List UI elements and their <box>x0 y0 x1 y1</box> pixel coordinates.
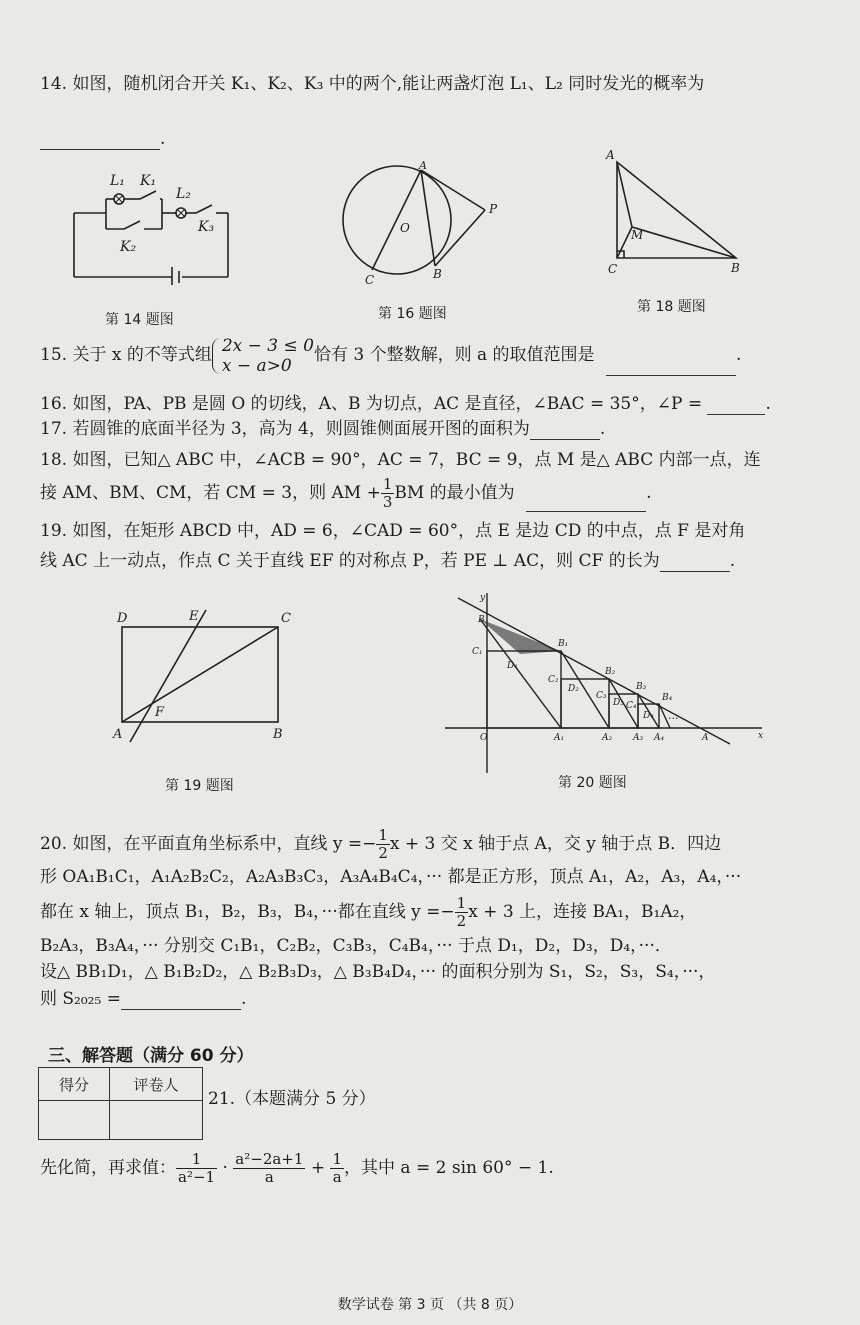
label-x: x <box>758 731 764 741</box>
label-B3: B₃ <box>636 682 647 692</box>
label-E: E <box>189 609 199 624</box>
label-K1: K₁ <box>140 173 157 189</box>
question-20-line1: 20. 如图，在平面直角坐标系中，直线 y =− $\frac{1}{2}$ x + 3 交 x 轴于点 A，交 y 轴于点 B．四边 <box>40 826 722 862</box>
question-14 <box>40 73 704 95</box>
label-K2: K₂ <box>120 239 137 255</box>
question-15-prefix: 15. 关于 x 的不等式组 <box>40 345 212 365</box>
label-B4: B₄ <box>662 693 673 703</box>
question-20-line2: 形 OA₁B₁C₁，A₁A₂B₂C₂，A₂A₃B₃C₃，A₃A₄B₄C₄，··· 都是正方形，顶点 A₁，A₂，A₃，A₄，··· <box>40 867 742 887</box>
fraction-one-half-2: $\frac{1}{2}$ <box>456 894 467 930</box>
score-table <box>38 1067 203 1140</box>
label-A1: A₁ <box>554 733 565 743</box>
label-O: O <box>400 221 410 235</box>
label-B: B <box>433 267 442 281</box>
label-B2: B₂ <box>605 667 616 677</box>
grader-header: 评卷人 <box>110 1068 203 1101</box>
fraction-3: $\frac{1}{a}$ <box>332 1150 343 1186</box>
inequality-system <box>212 336 314 376</box>
label-A3: A₃ <box>633 733 644 743</box>
figure-18-triangle <box>600 145 750 285</box>
section-3-title: 三、解答题（满分 60 分） <box>48 1046 254 1066</box>
label-M: M <box>631 228 644 242</box>
caption-fig18: 第 18 题图 <box>637 299 706 315</box>
fraction-one-half: $\frac{1}{2}$ <box>378 826 388 862</box>
question-17-text: 17. 若圆锥的底面半径为 3，高为 4，则圆锥侧面展开图的面积为 <box>40 419 530 439</box>
label-C1: C₁ <box>472 647 483 657</box>
question-19-line1: 19. 如图，在矩形 ABCD 中，AD = 6，∠CAD = 60°，点 E 是边 CD 的中点，点 F 是对角 <box>40 521 746 541</box>
question-21-expression: 先化简，再求值： $\frac{1}{\text{a²−1}}$ · $\frac{\text{a²−2a+1}}{a}$ + $\frac{1}{a}$ ，其中 a = 2 sin 60° − 1. <box>40 1150 554 1186</box>
figure-19-rectangle <box>105 600 305 750</box>
question-20-line6: 则 S₂₀₂₅ = . <box>40 989 247 1009</box>
question-19-line2: 线 AC 上一动点，作点 C 关于直线 EF 的对称点 P，若 PE ⊥ AC，则 CF 的长为 . <box>40 551 736 571</box>
label-P: P <box>489 202 498 216</box>
inequality-1: 2x − 3 ≤ 0 <box>221 335 314 356</box>
label-L2: L₂ <box>176 186 191 202</box>
answer-blank-14: . <box>40 128 165 150</box>
label-D4: D₄ <box>643 711 654 721</box>
page-footer: 数学试卷 第 3 页 （共 8 页） <box>337 1297 523 1313</box>
question-14-text: 14. 如图，随机闭合开关 K₁、K₂、K₃ 中的两个,能让两盏灯泡 L₁、L₂ 同时发光的概率为 <box>40 74 705 94</box>
question-16: 16. 如图，PA、PB 是圆 O 的切线，A、B 为切点，AC 是直径，∠BAC = 35°，∠P = . <box>40 394 771 414</box>
question-15-suffix: 恰有 3 个整数解，则 a 的取值范围是 <box>313 345 595 365</box>
label-y: y <box>480 593 486 603</box>
label-D1: D₁ <box>507 661 518 671</box>
label-B: B <box>273 727 283 742</box>
question-20-line4: B₂A₃，B₃A₄，··· 分别交 C₁B₁，C₂B₂，C₃B₃，C₄B₄，··· 于点 D₁，D₂，D₃，D₄，···． <box>40 936 672 956</box>
question-15: 15. 关于 x 的不等式组 2x − 3 ≤ 0 x − a>0 恰有 3 个整数解，则 a 的取值范围是 . <box>40 335 742 376</box>
label-A2: A₂ <box>602 733 613 743</box>
label-B: B <box>731 261 740 275</box>
label-F: F <box>155 705 165 720</box>
caption-fig19: 第 19 题图 <box>165 778 234 794</box>
question-17: 17. 若圆锥的底面半径为 3，高为 4，则圆锥侧面展开图的面积为 . <box>40 419 606 439</box>
grader-cell[interactable] <box>110 1101 203 1140</box>
inequality-2: x − a>0 <box>221 355 292 376</box>
label-A: A <box>606 148 615 162</box>
caption-fig20: 第 20 题图 <box>558 775 627 791</box>
label-D2: D₂ <box>568 684 579 694</box>
label-C2: C₂ <box>548 675 559 685</box>
score-cell[interactable] <box>39 1101 110 1140</box>
figure-16-circle <box>335 160 515 290</box>
figure-20-coordinate <box>440 588 770 778</box>
label-C3: C₃ <box>596 691 607 701</box>
label-A: A <box>419 160 427 172</box>
label-L1: L₁ <box>110 173 125 189</box>
label-B1: B₁ <box>558 639 569 649</box>
label-C: C <box>281 611 291 626</box>
label-ellipsis: ··· <box>668 712 679 725</box>
label-D3: D₃ <box>613 698 624 708</box>
score-header: 得分 <box>39 1068 110 1101</box>
question-21-title: 21.（本题满分 5 分） <box>208 1089 376 1109</box>
question-18-line2: 接 AM、BM、CM，若 CM = 3，则 AM + $\frac{1}{3}$ BM 的最小值为 . <box>40 475 652 511</box>
fraction-1: $\frac{1}{\text{a²−1}}$ <box>178 1150 216 1186</box>
label-C4: C₄ <box>626 701 637 711</box>
label-B: B <box>478 615 485 625</box>
question-18-line1: 18. 如图，已知△ ABC 中，∠ACB = 90°，AC = 7，BC = 9，点 M 是△ ABC 内部一点，连 <box>40 450 761 470</box>
label-A: A <box>113 727 123 742</box>
fraction-one-third: $\frac{1}{3}$ <box>382 475 393 511</box>
fraction-2: $\frac{\text{a²−2a+1}}{a}$ <box>235 1150 304 1186</box>
question-20-line5: 设△ BB₁D₁，△ B₁B₂D₂，△ B₂B₃D₃，△ B₃B₄D₄，··· 的面积分别为 S₁，S₂，S₃，S₄，···， <box>40 962 716 982</box>
question-20-line3: 都在 x 轴上，顶点 B₁，B₂，B₃，B₄，···都在直线 y =− $\frac{1}{2}$ x + 3 上，连接 BA₁，B₁A₂， <box>40 894 697 930</box>
label-O: O <box>480 733 488 743</box>
label-A4: A₄ <box>654 733 665 743</box>
label-A: A <box>702 733 709 743</box>
label-K3: K₃ <box>198 219 215 235</box>
label-C: C <box>365 273 375 287</box>
label-D: D <box>117 611 128 626</box>
caption-fig14: 第 14 题图 <box>105 312 174 328</box>
caption-fig16: 第 16 题图 <box>378 306 447 322</box>
label-C: C <box>608 262 618 276</box>
figure-14-circuit <box>60 165 250 285</box>
question-16-text: 16. 如图，PA、PB 是圆 O 的切线，A、B 为切点，AC 是直径，∠BAC = 35°，∠P = <box>40 394 703 414</box>
